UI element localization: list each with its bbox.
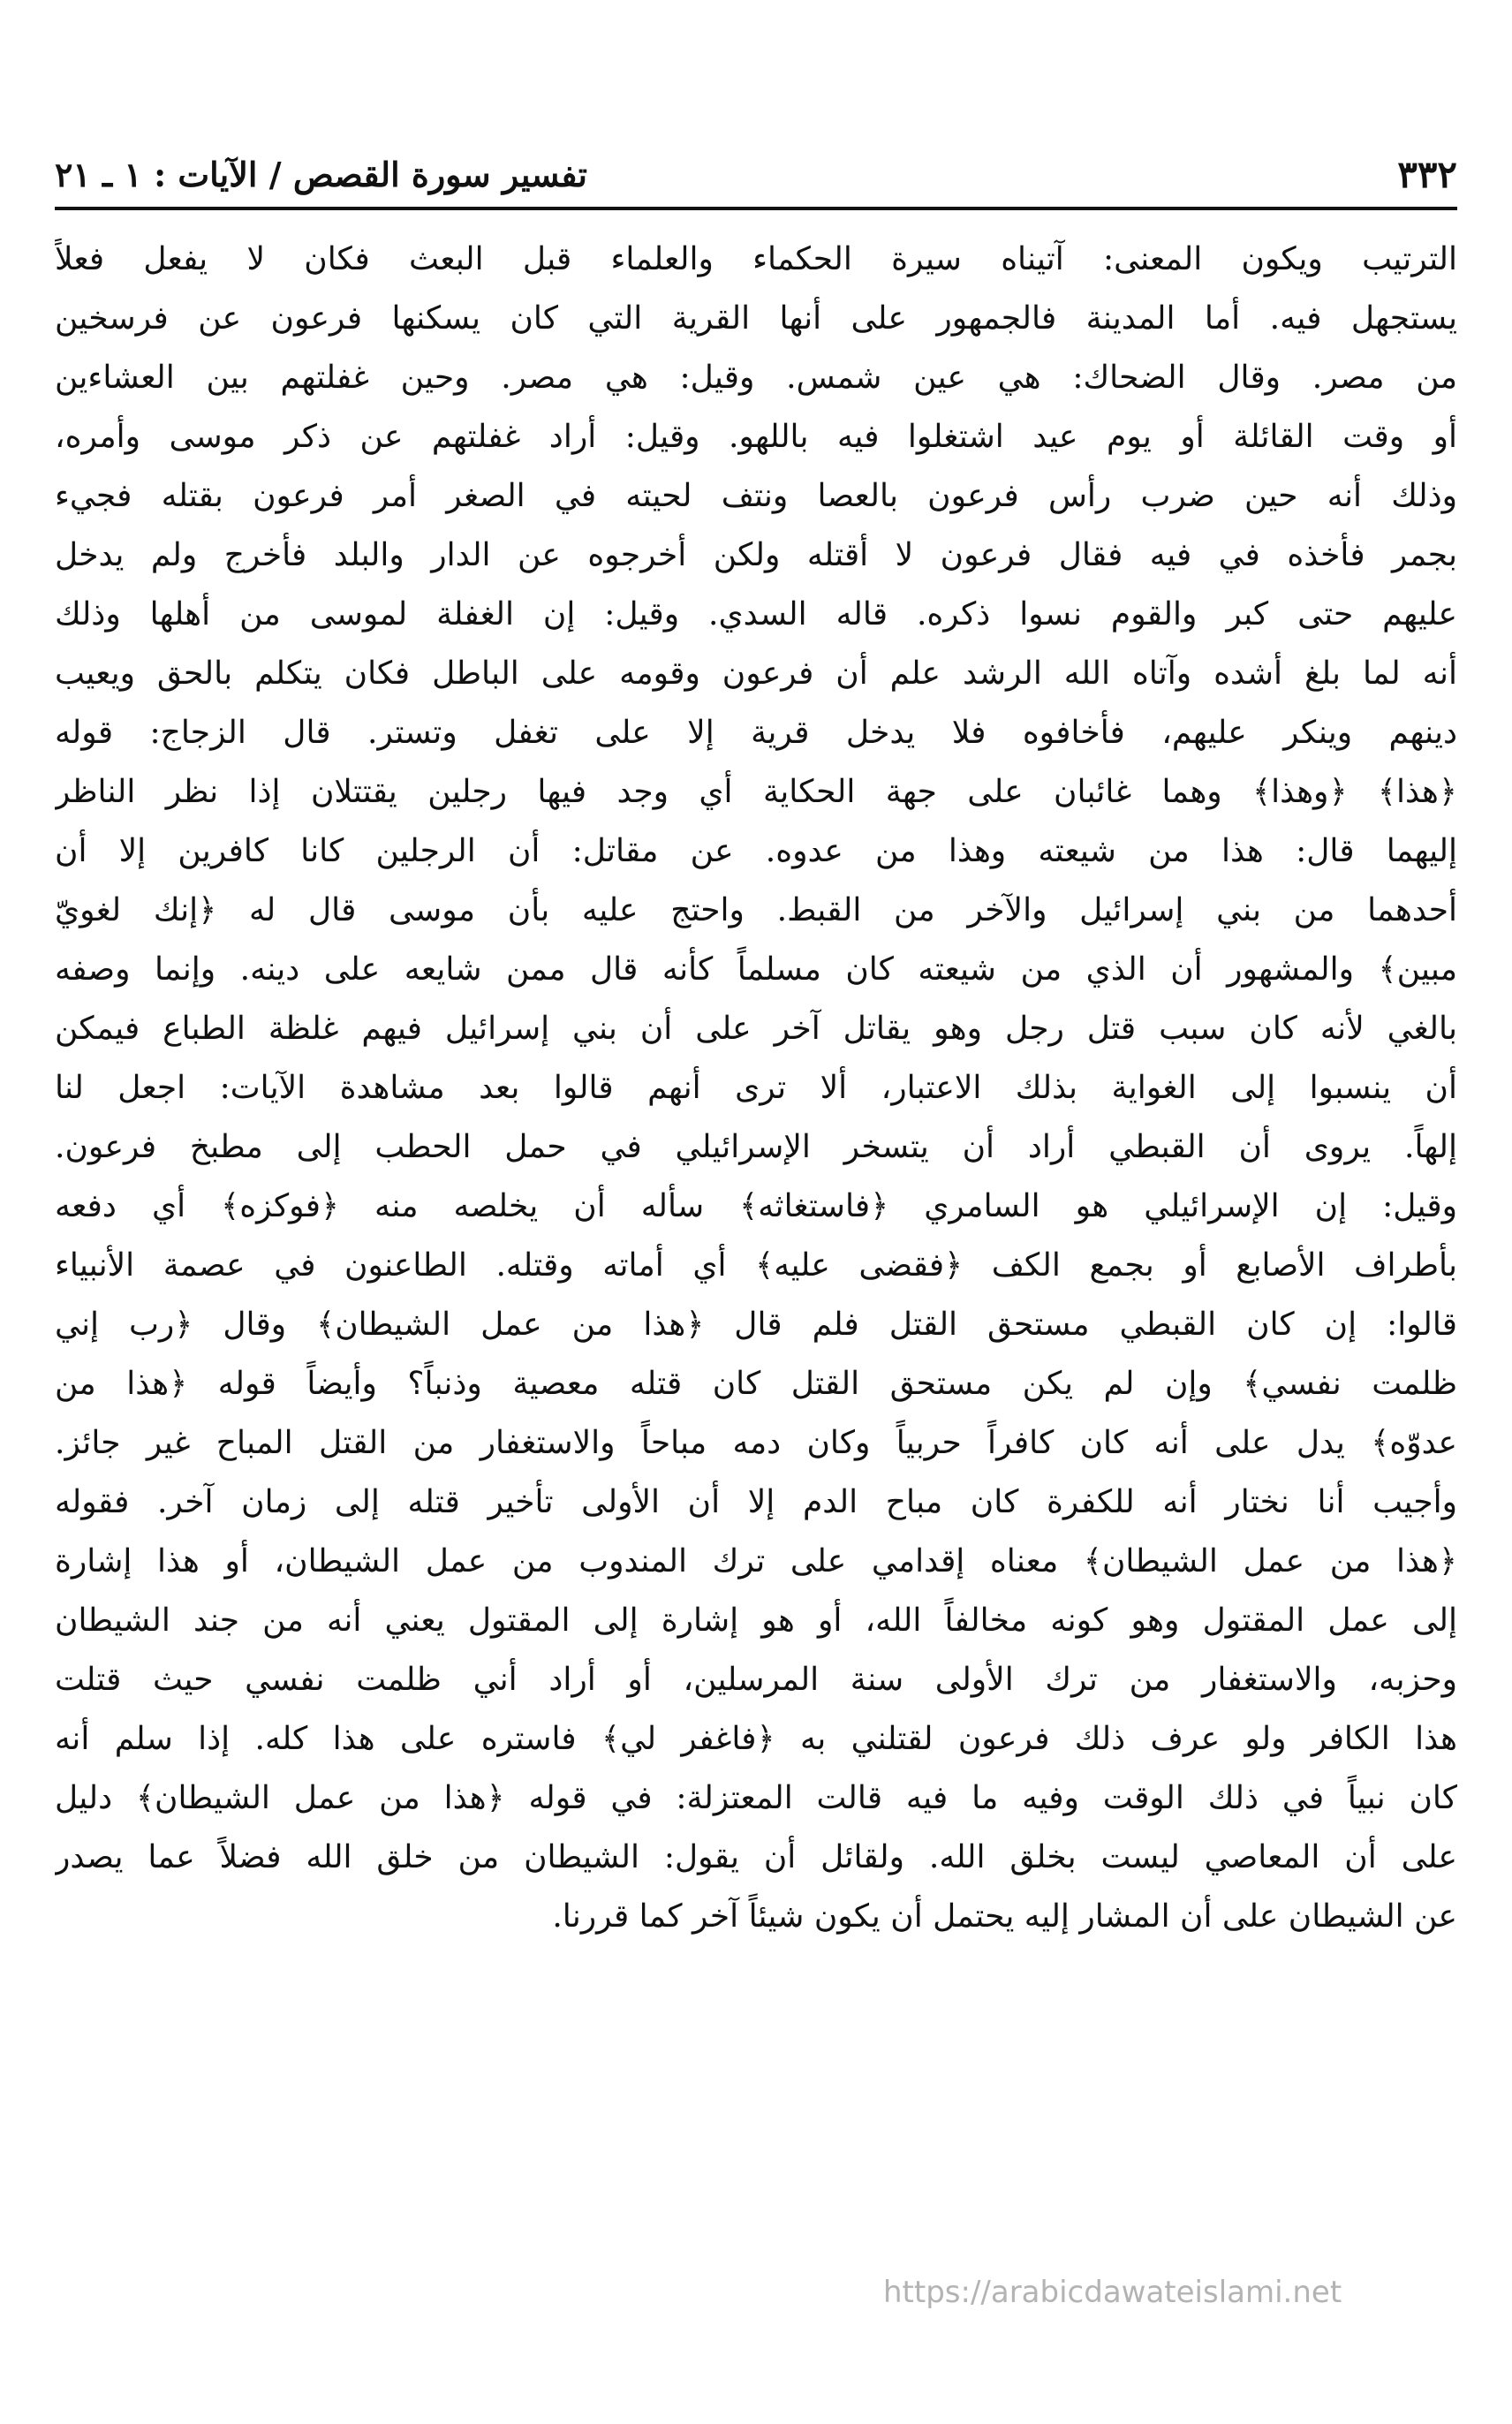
text-line: الترتيب ويكون المعنى: آتيناه سيرة الحكماء والعلماء قبل البعث فكان لا يفعل فعلاً — [55, 241, 1457, 277]
text-line: وقيل: إن الإسرائيلي هو السامري ﴿فاستغاثه﴾ سأله أن يخلصه منه ﴿فوكزه﴾ أي دفعه — [55, 1188, 1457, 1224]
running-title: تفسير سورة القصص / الآيات : ١ ـ ٢١ — [55, 155, 588, 194]
text-line: وحزبه، والاستغفار من ترك الأولى سنة المرسلين، أو أراد أني ظلمت نفسي حيث قتلت — [55, 1662, 1457, 1698]
text-line: كان نبياً في ذلك الوقت وفيه ما فيه قالت المعتزلة: في قوله ﴿هذا من عمل الشيطان﴾ دليل — [55, 1780, 1457, 1816]
text-line: مبين﴾ والمشهور أن الذي من شيعته كان مسلماً كأنه قال ممن شايعه على دينه. وإنما وصفه — [55, 951, 1457, 988]
text-line: دينهم وينكر عليهم، فأخافوه فلا يدخل قرية إلا على تغفل وتستر. قال الزجاج: قوله — [55, 715, 1457, 751]
text-line: بالغي لأنه كان سبب قتل رجل وهو يقاتل آخر على أن بني إسرائيل فيهم غلظة الطباع فيمكن — [55, 1011, 1457, 1047]
body-text — [55, 230, 1457, 1946]
text-line: أنه لما بلغ أشده وآتاه الله الرشد علم أن فرعون وقومه على الباطل فكان يتكلم بالحق ويعيب — [55, 655, 1457, 692]
text-line: ﴿هذا من عمل الشيطان﴾ معناه إقدامي على ترك المندوب من عمل الشيطان، أو هذا إشارة — [55, 1543, 1457, 1579]
page-number: ٣٣٢ — [1397, 153, 1457, 196]
text-line: يستجهل فيه. أما المدينة فالجمهور على أنها القرية التي كان يسكنها فرعون عن فرسخين — [55, 300, 1457, 337]
text-line: إليهما قال: هذا من شيعته وهذا من عدوه. عن مقاتل: أن الرجلين كانا كافرين إلا أن — [55, 833, 1457, 869]
header-divider — [55, 207, 1457, 210]
text-line: أو وقت القائلة أو يوم عيد اشتغلوا فيه باللهو. وقيل: أراد غفلتهم عن ذكر موسى وأمره، — [55, 419, 1457, 455]
text-line: عليهم حتى كبر والقوم نسوا ذكره. قاله السدي. وقيل: إن الغفلة لموسى من أهلها وذلك — [55, 596, 1457, 633]
text-line: وذلك أنه حين ضرب رأس فرعون بالعصا ونتف لحيته في الصغر أمر فرعون بقتله فجيء — [55, 478, 1457, 514]
text-line: من مصر. وقال الضحاك: هي عين شمس. وقيل: هي مصر. وحين غفلتهم بين العشاءين — [55, 360, 1457, 396]
text-line: على أن المعاصي ليست بخلق الله. ولقائل أن يقول: الشيطان من خلق الله فضلاً عما يصدر — [55, 1839, 1457, 1875]
text-line: بجمر فأخذه في فيه فقال فرعون لا أقتله ولكن أخرجوه عن الدار والبلد فأخرج ولم يدخل — [55, 537, 1457, 573]
text-line: عدوّه﴾ يدل على أنه كان كافراً حربياً وكان دمه مباحاً والاستغفار من القتل المباح غير جائز. — [55, 1425, 1457, 1461]
text-line: قالوا: إن كان القبطي مستحق القتل فلم قال ﴿هذا من عمل الشيطان﴾ وقال ﴿رب إني — [55, 1307, 1457, 1343]
watermark-url: https://arabicdawateislami.net — [883, 2275, 1342, 2310]
text-line: ظلمت نفسي﴾ وإن لم يكن مستحق القتل كان قتله معصية وذنباً؟ وأيضاً قوله ﴿هذا من — [55, 1366, 1457, 1402]
text-line: أحدهما من بني إسرائيل والآخر من القبط. واحتج عليه بأن موسى قال له ﴿إنك لغويّ — [55, 892, 1457, 928]
page-header — [55, 148, 1457, 205]
text-line: ﴿هذا﴾ ﴿وهذا﴾ وهما غائبان على جهة الحكاية أي وجد فيها رجلين يقتتلان إذا نظر الناظر — [55, 774, 1457, 810]
text-line: أن ينسبوا إلى الغواية بذلك الاعتبار، ألا ترى أنهم قالوا بعد مشاهدة الآيات: اجعل لنا — [55, 1070, 1457, 1106]
text-line: بأطراف الأصابع أو بجمع الكف ﴿فقضى عليه﴾ أي أماته وقتله. الطاعنون في عصمة الأنبياء — [55, 1247, 1457, 1284]
text-line: إلهاً. يروى أن القبطي أراد أن يتسخر الإسرائيلي في حمل الحطب إلى مطبخ فرعون. — [55, 1129, 1457, 1165]
text-line: عن الشيطان على أن المشار إليه يحتمل أن يكون شيئاً آخر كما قررنا. — [552, 1898, 1457, 1935]
text-line: إلى عمل المقتول وهو كونه مخالفاً الله، أو هو إشارة إلى المقتول يعني أنه من جند الشيطان — [55, 1602, 1457, 1639]
text-line: وأجيب أنا نختار أنه للكفرة كان مباح الدم إلا أن الأولى تأخير قتله إلى زمان آخر. فقوله — [55, 1484, 1457, 1520]
text-line: هذا الكافر ولو عرف ذلك فرعون لقتلني به ﴿فاغفر لي﴾ فاستره على هذا كله. إذا سلم أنه — [55, 1721, 1457, 1757]
